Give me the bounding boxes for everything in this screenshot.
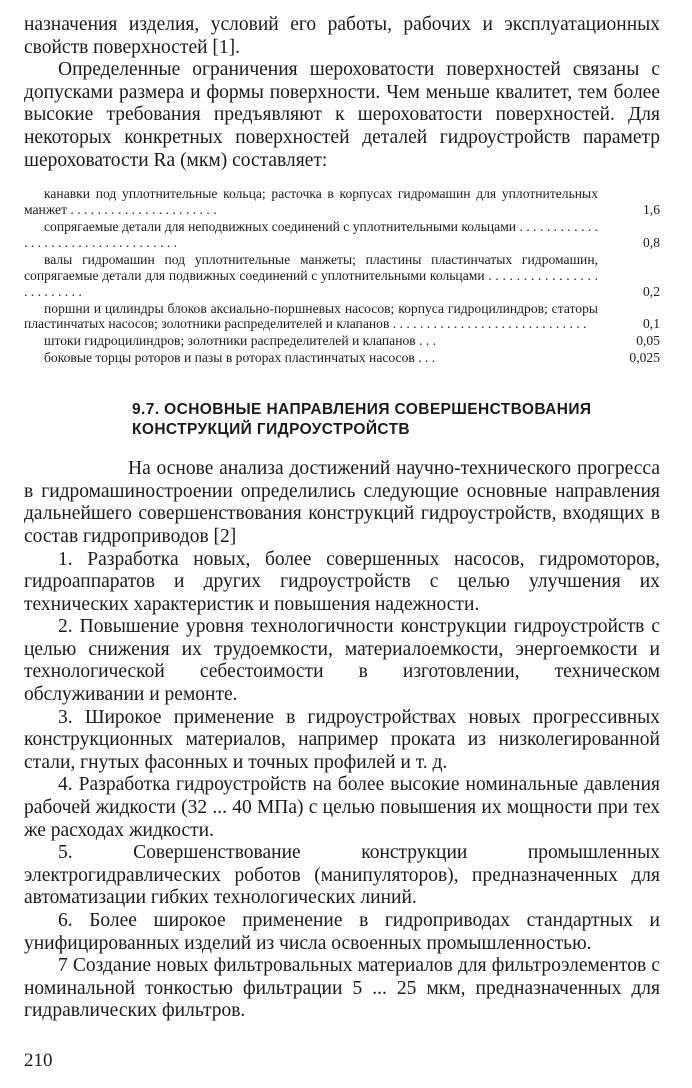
list-item-text: поршни и цилиндры блоков аксиально-поршневых насосов; корпуса гидроцилиндров; статоры пластинчатых насосов; золотники распределителей и клапанов . . . . . . . . . . . . . . . . . . . . . . . . . . . . . (24, 300, 598, 332)
list-item-value: 0,8 (643, 234, 660, 250)
list-item-text: боковые торцы роторов и пазы в роторах пластинчатых насосов . . . (44, 350, 436, 366)
list-item (24, 350, 660, 366)
intro-paragraph-continuation: назначения изделия, условий его работы, рабочих и эксплуатационных свойств поверхностей [1]. (24, 14, 660, 58)
numbered-item-1: 1. Разработка новых, более совершенных насосов, гидромоторов, гидроаппаратов и других гидроустройств с целью улучшения их технических характеристик и повышения надежности. (24, 548, 660, 615)
intro-paragraph-roughness: Определенные ограничения шероховатости поверхностей связаны с допусками размера и формы поверхности. Чем меньше квалитет, тем более высокие требования предъявляют к шероховатости поверхностей. Для некоторых конкретных поверхностей деталей гидроустройств параметр шероховатости Ra (мкм) составляет: (24, 59, 660, 171)
list-item (24, 333, 660, 349)
section-heading (132, 400, 660, 440)
list-item-text: штоки гидроцилиндров; золотники распределителей и клапанов . . . (44, 333, 437, 349)
list-item-value: 1,6 (643, 202, 660, 218)
numbered-item-5: 5. Совершенствование конструкции промышленных электрогидравлических роботов (манипуляторов), предназначенных для автоматизации гибких технологических линий. (24, 842, 660, 909)
numbered-item-6: 6. Более широкое применение в гидроприводах стандартных и унифицированных изделий из числа освоенных промышленностью. (24, 910, 660, 954)
section-heading-line-2: КОНСТРУКЦИЙ ГИДРОУСТРОЙСТВ (132, 421, 411, 439)
list-item-text: валы гидромашин под уплотнительные манжеты; пластины пластинчатых гидромашин, сопрягаемые детали для подвижных соединений с уплотнительными кольцами . . . . . . . . . . . . . . . . . . . . . . . . . (24, 251, 598, 299)
list-item-value: 0,2 (643, 283, 660, 299)
numbered-item-3: 3. Широкое применение в гидроустройствах новых прогрессивных конструкционных материалов, например проката из низколегированной стали, гнутых фасонных и точных профилей и т. д. (24, 706, 660, 773)
section-heading-line-1: 9.7. ОСНОВНЫЕ НАПРАВЛЕНИЯ СОВЕРШЕНСТВОВАНИЯ (132, 401, 592, 419)
section-lead-paragraph: На основе анализа достижений научно-технического прогресса в гидромашиностроении определились следующие основные направления дальнейшего совершенствования конструкций гидроустройств, входящих в состав гидроприводов [2] (24, 458, 660, 547)
list-item (24, 301, 660, 333)
numbered-item-4: 4. Разработка гидроустройств на более высокие номинальные давления рабочей жидкости (32 ... 40 МПа) с целью повышения их мощности при тех же расходах жидкости. (24, 774, 660, 841)
list-item (24, 219, 660, 251)
list-item-value: 0,1 (643, 316, 660, 332)
list-item-value: 0,025 (629, 350, 660, 366)
list-item-value: 0,05 (636, 333, 660, 349)
list-item (24, 252, 660, 300)
numbered-item-2: 2. Повышение уровня технологичности конструкции гидроустройств с целью снижения их трудоемкости, материалоемкости, энергоемкости и технологической себестоимости в изготовлении, техническом обслуживании и ремонте. (24, 616, 660, 706)
numbered-item-7: 7 Создание новых фильтровальных материалов для фильтроэлементов с номинальной тонкостью фильтрации 5 ... 25 мкм, предназначенных для гидравлических фильтров. (24, 955, 660, 1022)
roughness-list (24, 186, 660, 366)
page-number: 210 (24, 1050, 53, 1071)
list-item-text: сопрягаемые детали для неподвижных соединений с уплотнительными кольцами . . . . . . . . . . . . . . . . . . . . . . . . . . . . . . . . . . . (24, 218, 598, 250)
list-item-text: канавки под уплотнительные кольца; расточка в корпусах гидромашин для уплотнительных манжет . . . . . . . . . . . . . . . . . . . . . . (24, 186, 598, 218)
list-item (24, 186, 660, 218)
